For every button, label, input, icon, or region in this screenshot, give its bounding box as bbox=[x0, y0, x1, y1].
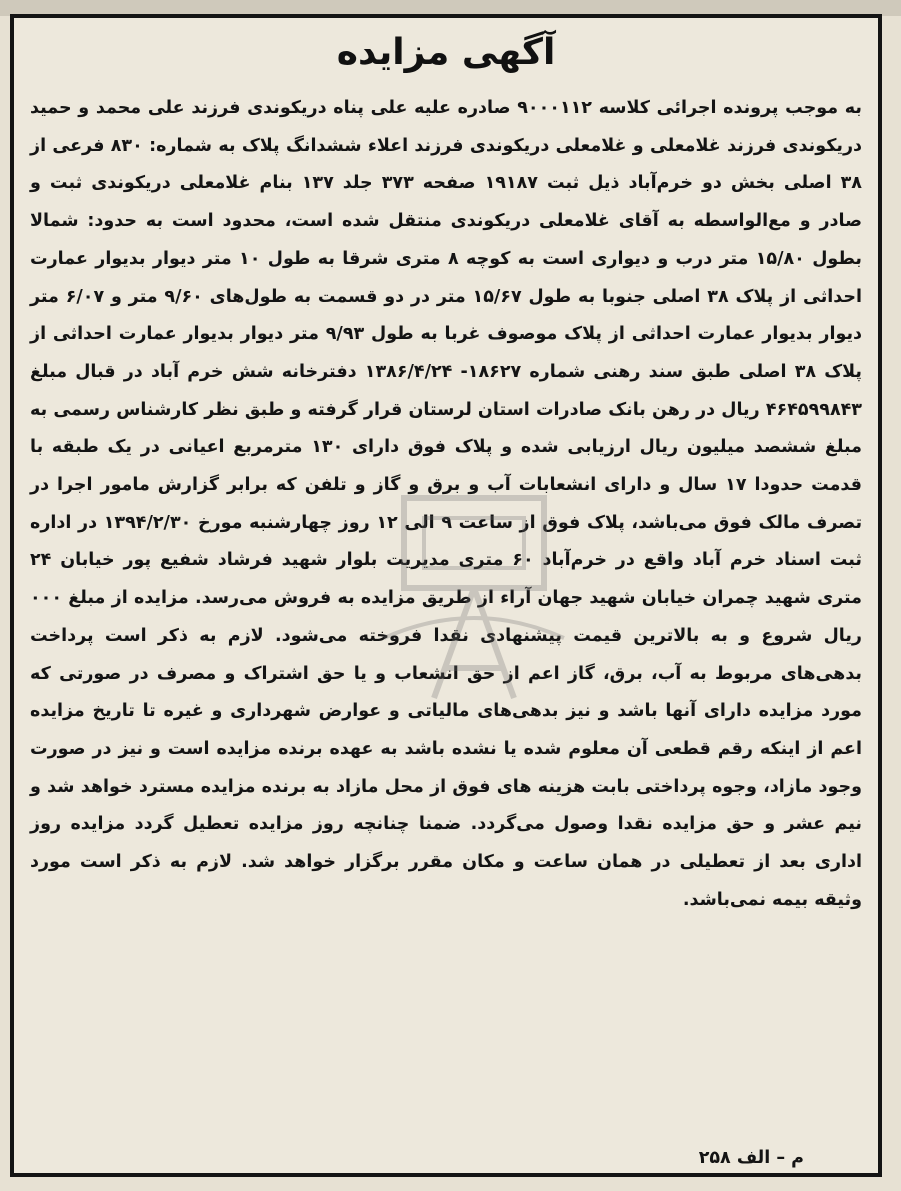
notice-title: آگهی مزایده bbox=[336, 32, 556, 73]
publisher-watermark-logo bbox=[344, 488, 604, 728]
notice-body: به موجب پرونده اجرائی کلاسه ۹۰۰۰۱۱۲ صادره علیه علی پناه دریکوندی فرزند علی محمد و حمید دریکوندی فرزند غلامعلی و غلامعلی دریکوندی فرزند اعلاء ششدانگ پلاک به شماره: ۸۳۰ فرعی از ۳۸ اصلی بخش دو خرم‌آباد ذیل ثبت ۱۹۱۸۷ صفحه ۳۷۳ جلد ۱۳۷ بنام غلامعلی دریکوندی ثبت و صادر و مع‌الواسطه به آقای غلامعلی دریکوندی منتقل شده است، محدود است به حدود: شمالا بطول ۱۵/۸۰ متر درب و دیواری است به کوچه ۸ متری شرقا به طول ۱۰ متر دیوار بدیوار عمارت احداثی از پلاک ۳۸ اصلی جنوبا به طول ۱۵/۶۷ متر در دو قسمت به طول‌های ۹/۶۰ متر و ۶/۰۷ متر دیوار بدیوار عمارت احداثی از پلاک موصوف غربا به طول ۹/۹۳ متر دیوار بدیوار عمارت احداثی از پلاک ۳۸ اصلی طبق سند رهنی شماره ۱۸۶۲۷- ۱۳۸۶/۴/۲۴ دفترخانه شش خرم آباد در قبال مبلغ ۴۶۴۵۹۹۸۴۳ ریال در رهن بانک صادرات استان لرستان قرار گرفته و طبق نظر کارشناس رسمی به مبلغ ششصد میلیون ریال ارزیابی شده و پلاک فوق دارای ۱۳۰ مترمربع اعیانی در یک طبقه با قدمت حدودا ۱۷ سال و دارای انشعابات آب و برق و گاز و تلفن که برابر گزارش مامور اجرا در تصرف مالک فوق می‌باشد، پلاک فوق از ساعت ۹ الی ۱۲ روز چهارشنبه مورخ ۱۳۹۴/۲/۳۰ در اداره ثبت اسناد خرم آباد واقع در خرم‌آباد ۶۰ متری مدیریت بلوار شهید فرشاد شفیع پور خیابان ۲۴ متری شهید چمران خیابان شهید جهان آراء از طریق مزایده به فروش می‌رسد. مزایده از مبلغ ۰۰۰ ریال شروع و به بالاترین قیمت پیشنهادی نقدا فروخته می‌شود. لازم به ذکر است پرداخت بدهی‌های مربوط به آب، برق، گاز اعم از حق انشعاب و یا حق اشتراک و مصرف در صورتی که مورد مزایده دارای آنها باشد و نیز بدهی‌های مالیاتی و عوارض شهرداری و غیره تا تاریخ مزایده اعم از اینکه رقم قطعی آن معلوم شده یا نشده باشد به عهده برنده مزایده است و نیز در صورت وجود مازاد، وجوه پرداختی بابت هزینه های فوق از محل مازاد به برنده مزایده مسترد خواهد شد و نیم عشر و حق مزایده نقدا وصول می‌گردد. ضمنا چنانچه روز مزایده تعطیل گردد مزایده روز اداری بعد از تعطیلی در همان ساعت و مکان مقرر برگزار خواهد شد. لازم به ذکر است مورد وثیقه بیمه نمی‌باشد. bbox=[30, 98, 863, 910]
auction-notice-frame bbox=[10, 14, 882, 1177]
notice-reference-number: م – الف ۲۵۸ bbox=[698, 1148, 804, 1168]
